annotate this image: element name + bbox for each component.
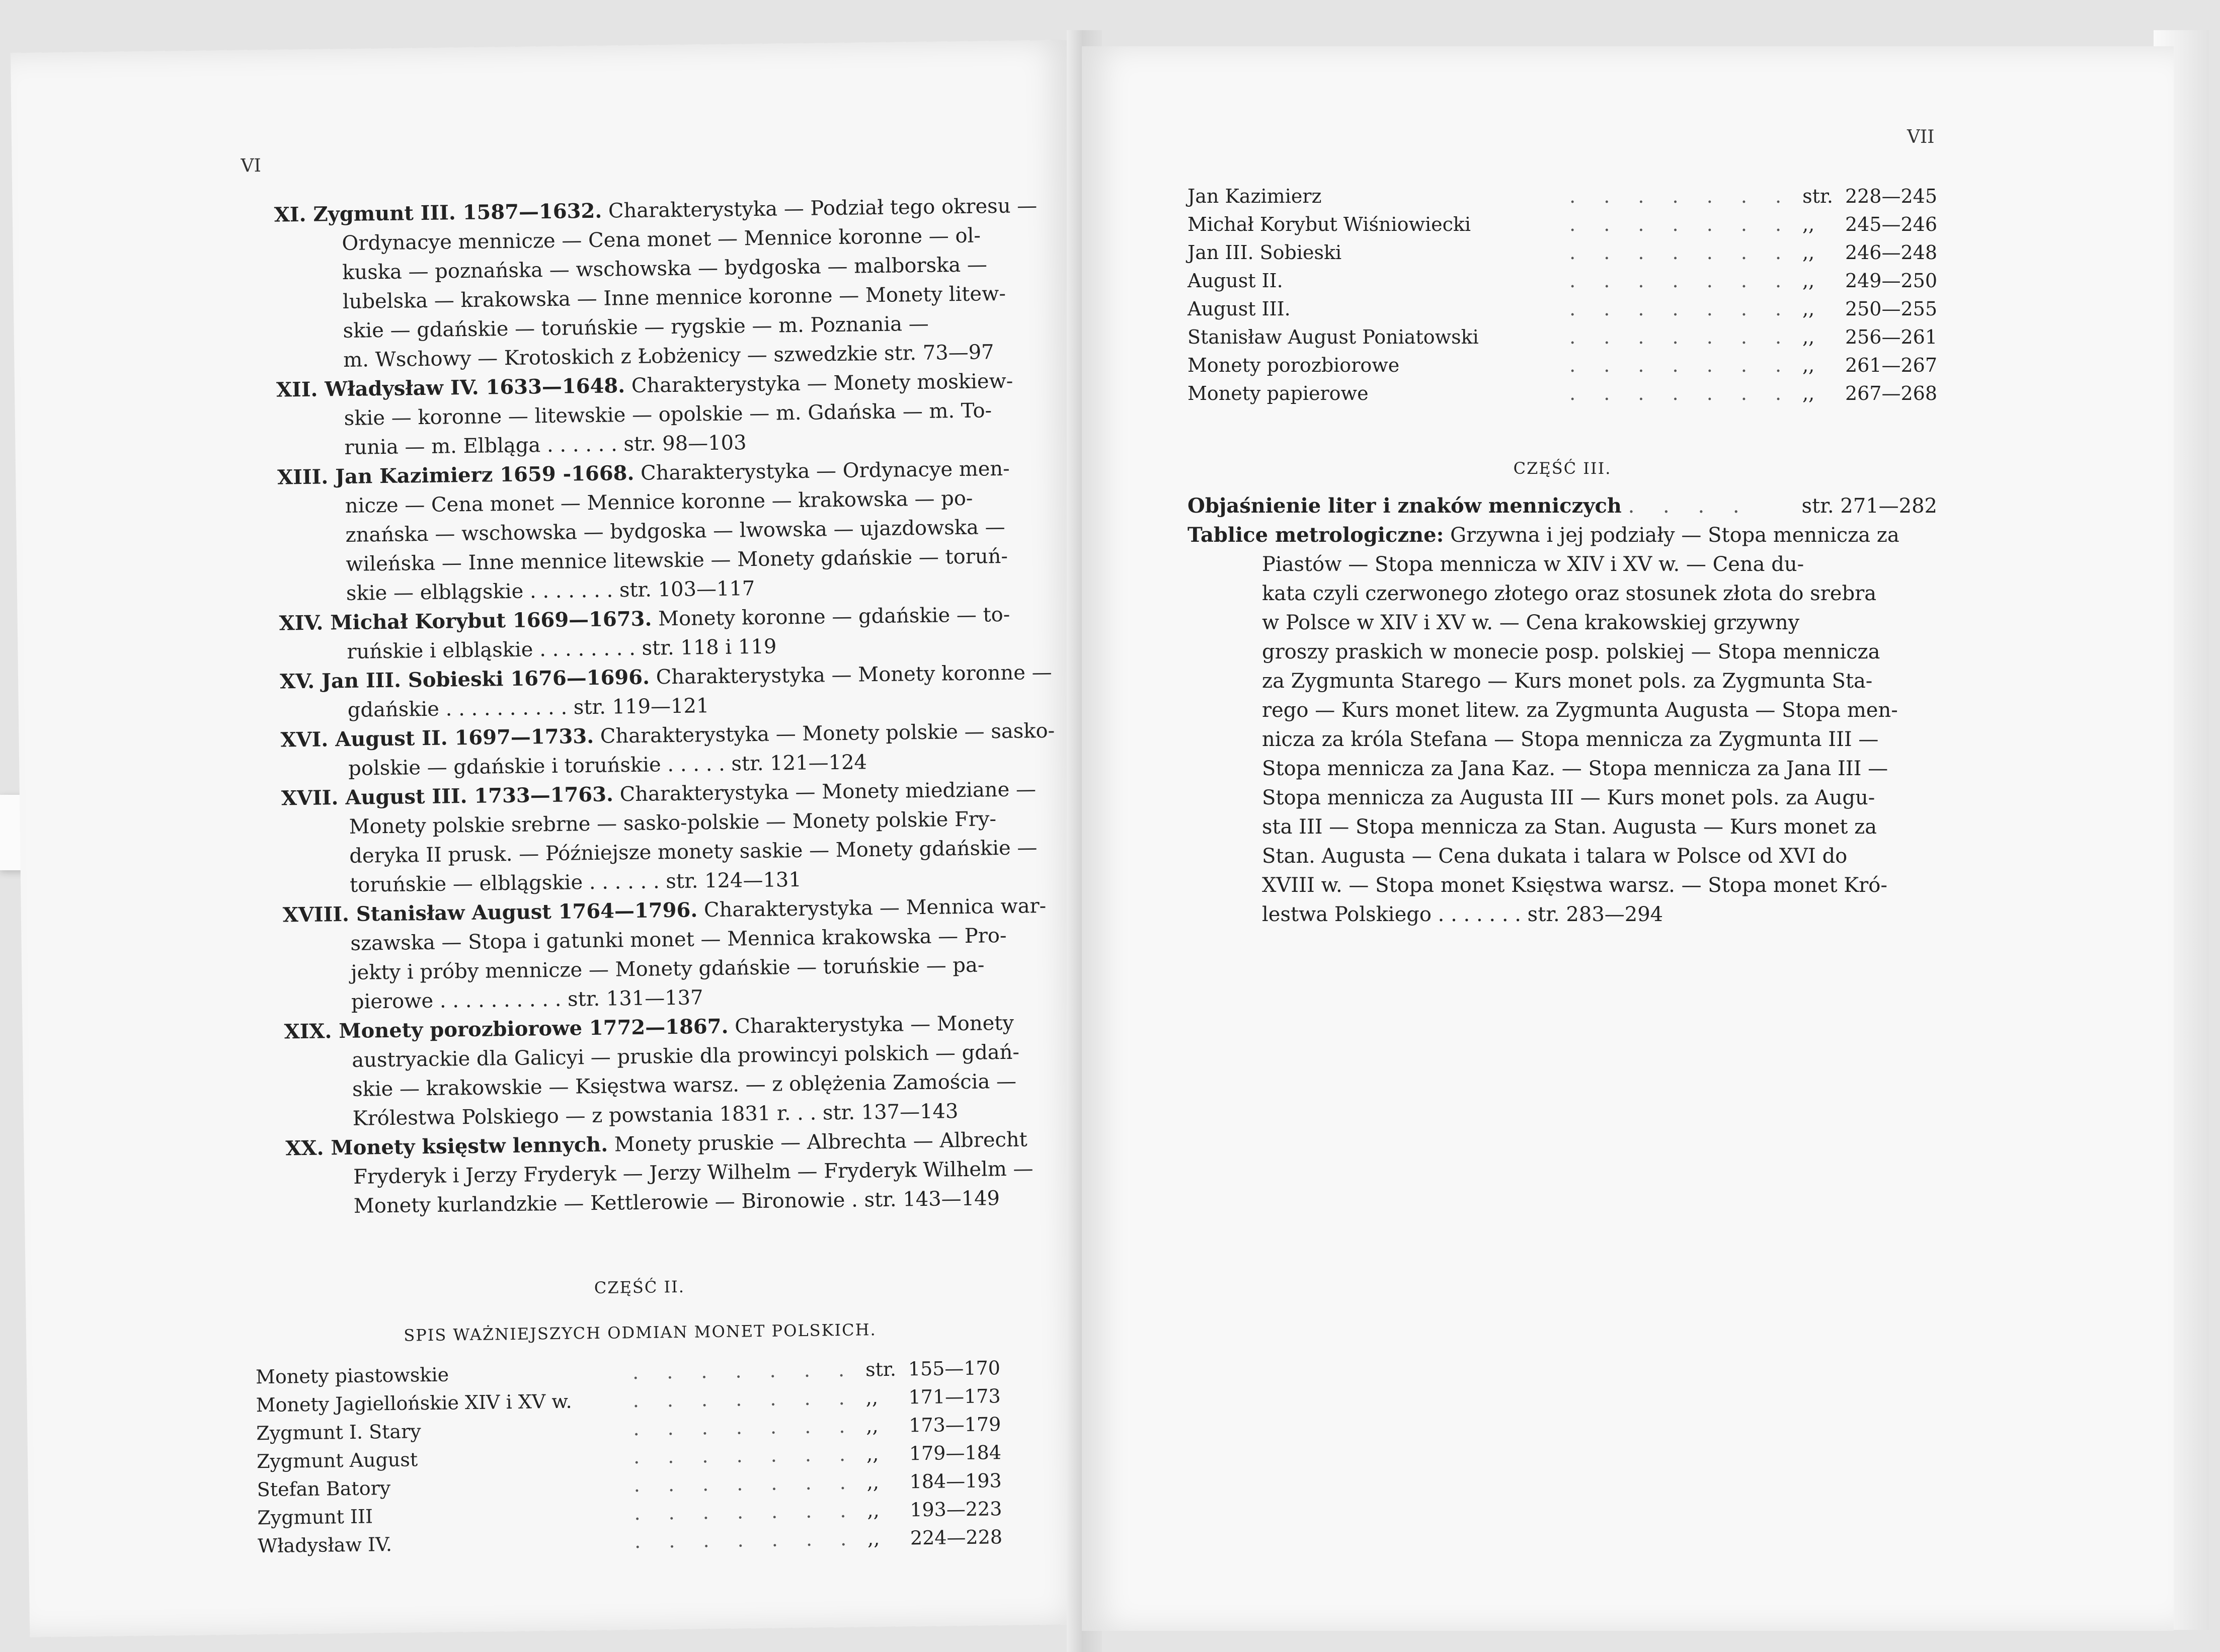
tablice-text: Stopa mennicza za Augusta III — Kurs monet pols. za Augu- <box>1262 786 1875 809</box>
list-item-prefix: ,, <box>866 1443 879 1465</box>
toc-entry-text: Charakterystyka — Monety polskie — sasko- <box>593 719 1055 748</box>
leader-dots: . . . . . . . <box>634 1527 858 1553</box>
toc-entry-title: XII. Władysław IV. 1633—1648. <box>276 374 625 402</box>
toc-entry-text: runia — m. Elbląga . . . . . . str. 98—103 <box>344 431 747 459</box>
toc-entry-text: lubelska — krakowska — Inne mennice koronne — Monety litew- <box>342 282 1006 313</box>
list-item-pages: 171—173 <box>908 1385 1001 1409</box>
list-item-prefix: str. <box>1802 185 1833 207</box>
tablice-text: w Polsce w XIV i XV w. — Cena krakowskiej grzywny <box>1262 611 1800 634</box>
list-item-pages: 224—228 <box>910 1526 1003 1549</box>
toc-entry-title: XIV. Michał Korybut 1669—1673. <box>279 607 652 635</box>
tablice-line <box>1187 521 1937 550</box>
right-page <box>1082 46 2174 1631</box>
toc-entry-text: deryka II prusk. — Późniejsze monety saskie — Monety gdańskie — <box>349 836 1038 868</box>
tablice-text: nicza za króla Stefana — Stopa mennicza za Zygmunta III — <box>1262 728 1879 751</box>
toc-entry-text: Monety koronne — gdańskie — to- <box>652 603 1010 631</box>
list-item-prefix: ,, <box>867 1527 880 1550</box>
list-item-prefix: ,, <box>1802 298 1815 320</box>
list-item-name: Monety piastowskie <box>255 1363 449 1388</box>
leader-dots: . . . . . . . <box>1569 382 1793 404</box>
leader-dots: . . . . . . . <box>632 1386 856 1412</box>
tablice-line <box>1187 754 1937 783</box>
tablice-line <box>1187 550 1937 579</box>
toc-entry-title: XVIII. Stanisław August 1764—1796. <box>282 898 698 927</box>
objasnienie-entry: Objaśnienie liter i znaków menniczych . . . . str. 271—282 <box>1187 491 1937 521</box>
list-item-prefix: ,, <box>1802 326 1815 348</box>
toc-entry-text: Monety polskie srebrne — sasko-polskie — Monety polskie Fry- <box>349 807 997 839</box>
leader-dots: . . . . . . . <box>1569 354 1793 376</box>
list-item-prefix: ,, <box>867 1499 880 1522</box>
toc-entry-title: XVI. August II. 1697—1733. <box>280 724 594 752</box>
leader-dots: . . . . . . . <box>634 1499 857 1525</box>
tablice-line <box>1187 667 1937 696</box>
tablice-text: Piastów — Stopa mennicza w XIV i XV w. — Cena du- <box>1262 553 1804 576</box>
leader-dots: . . . . . . . <box>1569 298 1793 320</box>
tablice-line <box>1187 579 1937 608</box>
list-item-pages: 184—193 <box>909 1469 1002 1493</box>
list-item-name: Michał Korybut Wiśniowiecki <box>1187 213 1471 235</box>
tablice-line <box>1187 783 1937 812</box>
toc-entry-title: XIII. Jan Kazimierz 1659 -1668. <box>277 461 635 489</box>
toc-entry-text: jekty i próby mennicze — Monety gdańskie — toruńskie — pa- <box>350 953 985 984</box>
tablice-line <box>1187 637 1937 667</box>
tablice-line <box>1187 608 1937 637</box>
leader-dots: . . . . . . . <box>633 1415 856 1440</box>
tablice-line <box>1187 871 1937 900</box>
list-item-name: Jan Kazimierz <box>1187 185 1322 207</box>
part-two-heading: CZĘŚĆ II. <box>594 1277 685 1298</box>
list-item-name: Zygmunt I. Stary <box>256 1420 421 1445</box>
list-item-prefix: ,, <box>1802 270 1815 292</box>
list-item <box>1187 323 1937 351</box>
list-item-prefix: ,, <box>1802 213 1815 235</box>
toc-entry-text: Charakterystyka — Mennica war- <box>697 894 1047 922</box>
toc-entry-text: polskie — gdańskie i toruńskie . . . . . str. 121—124 <box>348 751 867 780</box>
tablice-text: XVIII w. — Stopa monet Księstwa warsz. — Stopa monet Kró- <box>1262 874 1887 897</box>
toc-entry-text: Charakterystyka — Podział tego okresu — <box>601 194 1038 223</box>
tablice-text: kata czyli czerwonego złotego oraz stosunek złota do srebra <box>1262 582 1877 605</box>
list-item-pages: 245—246 <box>1845 213 1937 235</box>
list-item <box>1187 210 1937 238</box>
leader-dots: . . . . . . . <box>632 1358 856 1384</box>
toc-entry-text: austryackie dla Galicyi — pruskie dla prowincyi polskich — gdań- <box>352 1040 1020 1072</box>
toc-entry-text: kuska — poznańska — wschowska — bydgoska — malborska — <box>342 253 988 284</box>
toc-entry-text: Monety pruskie — Albrechta — Albrecht <box>607 1128 1028 1157</box>
tablice-text: Stan. Augusta — Cena dukata i talara w Polsce od XVI do <box>1262 845 1848 868</box>
toc-entry-text: pierowe . . . . . . . . . . str. 131—137 <box>351 986 703 1014</box>
toc-entry-title: XV. Jan III. Sobieski 1676—1696. <box>279 665 650 694</box>
list-item-pages: 267—268 <box>1845 382 1937 404</box>
tablice-line <box>1187 900 1937 929</box>
right-monety-list <box>1187 182 1937 407</box>
leader-dots: . . . . . . . <box>1569 185 1793 207</box>
tablice-text: za Zygmunta Starego — Kurs monet pols. za Zygmunta Sta- <box>1262 670 1873 693</box>
tablice-title: Tablice metrologiczne: <box>1187 523 1444 547</box>
list-item-name: Władysław IV. <box>257 1533 392 1557</box>
toc-entry-text: gdańskie . . . . . . . . . . str. 119—121 <box>347 694 709 722</box>
list-item-name: Zygmunt August <box>256 1448 418 1473</box>
objasnienie-title: Objaśnienie liter i znaków menniczych <box>1187 494 1622 518</box>
leader-dots: . . . . . . . <box>1569 326 1793 348</box>
toc-entry-title: XIX. Monety porozbiorowe 1772—1867. <box>284 1014 729 1044</box>
toc-entry-text: szawska — Stopa i gatunki monet — Mennica krakowska — Pro- <box>350 924 1007 955</box>
list-item-name: Jan III. Sobieski <box>1187 241 1342 264</box>
toc-entry-text: Charakterystyka — Monety moskiew- <box>624 369 1013 398</box>
toc-entry-text: Charakterystyka — Monety koronne — <box>649 660 1052 689</box>
list-item-pages: 261—267 <box>1845 354 1937 376</box>
toc-entry-text: toruńskie — elblągskie . . . . . . str. 124—131 <box>349 868 802 897</box>
tablice-line <box>1187 812 1937 842</box>
toc-entry-text: ruńskie i elbląskie . . . . . . . . str. 118 i 119 <box>347 635 777 664</box>
list-item-prefix: ,, <box>866 1415 879 1437</box>
tablice-text: lestwa Polskiego . . . . . . . str. 283—294 <box>1262 903 1663 926</box>
leader-dots: . . . . . . . <box>1569 213 1793 235</box>
list-item-pages: 193—223 <box>910 1498 1002 1521</box>
list-item-pages: 228—245 <box>1845 185 1937 207</box>
toc-entry-title: XVII. August III. 1733—1763. <box>281 782 614 810</box>
list-item-prefix: ,, <box>1802 241 1815 264</box>
list-item-name: August III. <box>1187 298 1291 320</box>
list-item <box>1187 379 1937 407</box>
toc-entry-text: Fryderyk i Jerzy Fryderyk — Jerzy Wilhelm — Fryderyk Wilhelm — <box>353 1157 1034 1189</box>
list-item-pages: 155—170 <box>908 1357 1001 1380</box>
toc-entry-text: skie — gdańskie — toruńskie — rygskie — m. Poznania — <box>343 312 929 343</box>
list-item-pages: 250—255 <box>1845 298 1937 320</box>
list-item <box>1187 351 1937 379</box>
page-number-left: VI <box>241 155 262 177</box>
list-item-pages: 173—179 <box>908 1413 1001 1437</box>
toc-entry-text: Charakterystyka — Monety miedziane — <box>613 778 1037 806</box>
list-item <box>1187 295 1937 323</box>
toc-entry-text: znańska — wschowska — bydgoska — lwowska — ujazdowska — <box>345 515 1005 547</box>
list-item-pages: 179—184 <box>909 1441 1002 1465</box>
objasnienie-pages: str. 271—282 <box>1801 494 1937 518</box>
tablice-entry <box>1187 521 1937 929</box>
leader-dots: . . . . . . . <box>633 1471 857 1497</box>
tablice-line <box>1187 842 1937 871</box>
list-item-pages: 256—261 <box>1845 326 1937 348</box>
tablice-text: Grzywna i jej podziały — Stopa mennicza za <box>1444 524 1899 547</box>
list-item-name: Monety Jagiellońskie XIV i XV w. <box>256 1390 572 1417</box>
list-item-name: Monety porozbiorowe <box>1187 354 1400 376</box>
left-page <box>11 40 1091 1637</box>
toc-entry-text: wileńska — Inne mennice litewskie — Monety gdańskie — toruń- <box>346 544 1008 576</box>
tablice-text: rego — Kurs monet litew. za Zygmunta Augusta — Stopa men- <box>1262 699 1898 722</box>
left-monety-list <box>256 1354 1003 1560</box>
part-two-subheading: SPIS WAŻNIEJSZYCH ODMIAN MONET POLSKICH. <box>404 1320 877 1345</box>
tablice-text: groszy praskich w monecie posp. polskiej — Stopa mennicza <box>1262 640 1880 664</box>
leader-dots: . . . . . . . <box>633 1443 857 1468</box>
list-item <box>1187 267 1937 295</box>
toc-entry-text: m. Wschowy — Krotoskich z Łobżenicy — szwedzkie str. 73—97 <box>343 341 994 372</box>
left-toc <box>274 192 1055 1221</box>
toc-entry-text: Królestwa Polskiego — z powstania 1831 r. . . str. 137—143 <box>352 1100 959 1130</box>
toc-entry-title: XI. Zygmunt III. 1587—1632. <box>274 199 602 227</box>
toc-entry-text: Charakterystyka — Ordynacye men- <box>634 457 1010 485</box>
toc-entry-text: skie — elblągskie . . . . . . . str. 103—117 <box>346 577 755 605</box>
tablice-line <box>1187 725 1937 754</box>
leader-dots: . . . . . . . <box>1569 270 1793 292</box>
list-item-name: Zygmunt III <box>257 1505 373 1529</box>
list-item-prefix: str. <box>865 1358 897 1381</box>
toc-entry-text: Ordynacye mennicze — Cena monet — Mennice koronne — ol- <box>342 224 981 255</box>
list-item-prefix: ,, <box>1802 382 1815 404</box>
list-item-prefix: ,, <box>866 1471 880 1494</box>
list-item-name: Monety papierowe <box>1187 382 1369 404</box>
list-item-prefix: ,, <box>865 1386 879 1409</box>
list-item <box>1187 238 1937 267</box>
list-item-pages: 246—248 <box>1845 241 1937 264</box>
list-item-name: Stanisław August Poniatowski <box>1187 326 1479 348</box>
toc-entry-text: skie — krakowskie — Księstwa warsz. — z oblężenia Zamościa — <box>352 1069 1017 1101</box>
list-item-name: August II. <box>1187 270 1283 292</box>
page-number-right: VII <box>1907 127 1935 147</box>
toc-entry-text: nicze — Cena monet — Mennice koronne — krakowska — po- <box>345 486 973 518</box>
list-item-name: Stefan Batory <box>257 1476 391 1501</box>
tablice-text: Stopa mennicza za Jana Kaz. — Stopa mennicza za Jana III — <box>1262 757 1888 780</box>
toc-entry-title: XX. Monety księstw lennych. <box>285 1132 608 1161</box>
toc-entry-text: skie — koronne — litewskie — opolskie — m. Gdańska — m. To- <box>344 399 992 430</box>
list-item-prefix: ,, <box>1802 354 1815 376</box>
tablice-text: sta III — Stopa mennicza za Stan. Augusta — Kurs monet za <box>1262 815 1877 839</box>
toc-entry-text: Charakterystyka — Monety <box>728 1011 1014 1038</box>
tablice-line <box>1187 696 1937 725</box>
toc-entry-text: Monety kurlandzkie — Kettlerowie — Bironowie . str. 143—149 <box>353 1187 1000 1218</box>
part-three-heading: CZĘŚĆ III. <box>1513 459 1612 478</box>
leader-dots: . . . . . . . <box>1569 241 1793 264</box>
list-item <box>1187 182 1937 210</box>
list-item-pages: 249—250 <box>1845 270 1937 292</box>
